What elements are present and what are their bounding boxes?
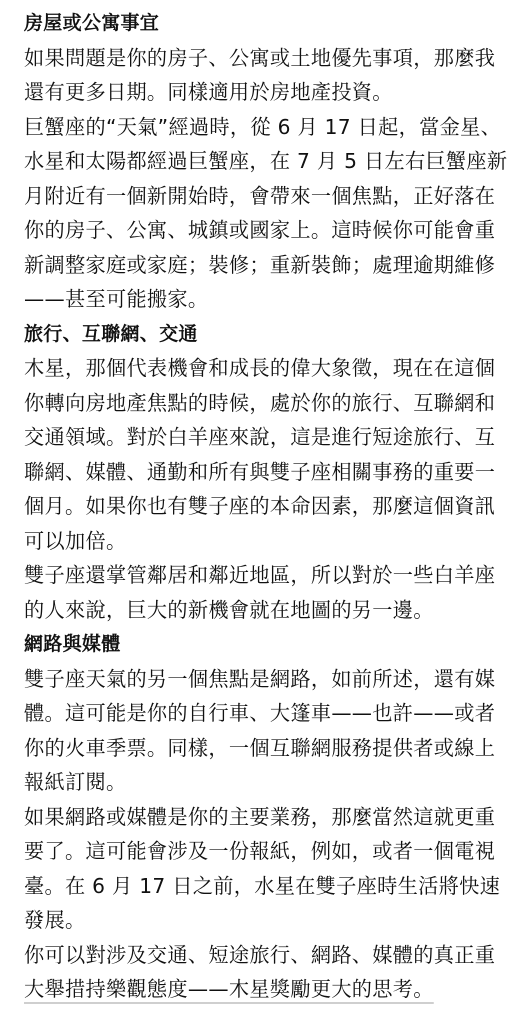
text-line: 巨蟹座的“天氣”經過時，從 6 月 17 日起，當金星、 xyxy=(24,114,502,139)
text-line: 個月。如果你也有雙子座的本命因素，那麼這個資訊 xyxy=(24,494,496,518)
text-line: 大舉措持樂觀態度——木星獎勵更大的思考。 xyxy=(24,977,434,1001)
text-line: 如果網路或媒體是你的主要業務，那麼當然這就更重 xyxy=(24,804,496,829)
text-line: 如果問題是你的房子、公寓或土地優先事項，那麼我 xyxy=(24,45,496,70)
section-heading-network-media: 網路與媒體 xyxy=(24,633,121,655)
text-line: 你轉向房地產焦點的時候，處於你的旅行、互聯網和 xyxy=(24,390,496,415)
text-line: 新調整家庭或家庭；裝修；重新裝飾；處理逾期維修 xyxy=(24,252,496,277)
text-line: 交通領域。對於白羊座來說，這是進行短途旅行、互 xyxy=(24,425,496,449)
text-line: 的人來說，巨大的新機會就在地圖的另一邊。 xyxy=(24,597,434,622)
text-line: 可以加倍。 xyxy=(24,528,127,553)
section-heading-travel: 旅行、互聯網、交通 xyxy=(24,322,198,345)
text-line: 雙子座還掌管鄰居和鄰近地區，所以對於一些白羊座 xyxy=(24,563,496,587)
text-line: 體。這可能是你的自行車、大篷車——也許——或者 xyxy=(24,701,496,725)
text-line: 發展。 xyxy=(24,908,86,932)
text-line: 木星，那個代表機會和成長的偉大象徵，現在在這個 xyxy=(24,356,496,380)
text-line: 報紙訂閱。 xyxy=(24,770,127,794)
text-line: 聯網、媒體、通勤和所有與雙子座相關事務的重要一 xyxy=(24,459,496,484)
text-line: 還有更多日期。同樣適用於房地產投資。 xyxy=(24,80,393,104)
article-body xyxy=(24,6,507,1007)
text-line: ——甚至可能搬家。 xyxy=(24,287,209,311)
section-heading-housing: 房屋或公寓事宜 xyxy=(24,12,160,34)
text-line: 你可以對涉及交通、短途旅行、網路、媒體的真正重 xyxy=(24,942,496,967)
text-line: 你的火車季票。同樣，一個互聯網服務提供者或線上 xyxy=(24,735,496,760)
text-line: 月附近有一個新開始時，會帶來一個焦點，正好落在 xyxy=(24,183,496,208)
text-line: 雙子座天氣的另一個焦點是網路，如前所述，還有媒 xyxy=(24,666,496,691)
text-line: 水星和太陽都經過巨蟹座，在 7 月 5 日左右巨蟹座新 xyxy=(24,149,507,173)
text-line: 你的房子、公寓、城鎮或國家上。這時候你可能會重 xyxy=(24,218,496,242)
text-line: 臺。在 6 月 17 日之前，水星在雙子座時生活將快速 xyxy=(24,873,501,898)
text-line: 要了。這可能會涉及一份報紙，例如，或者一個電視 xyxy=(24,839,496,863)
